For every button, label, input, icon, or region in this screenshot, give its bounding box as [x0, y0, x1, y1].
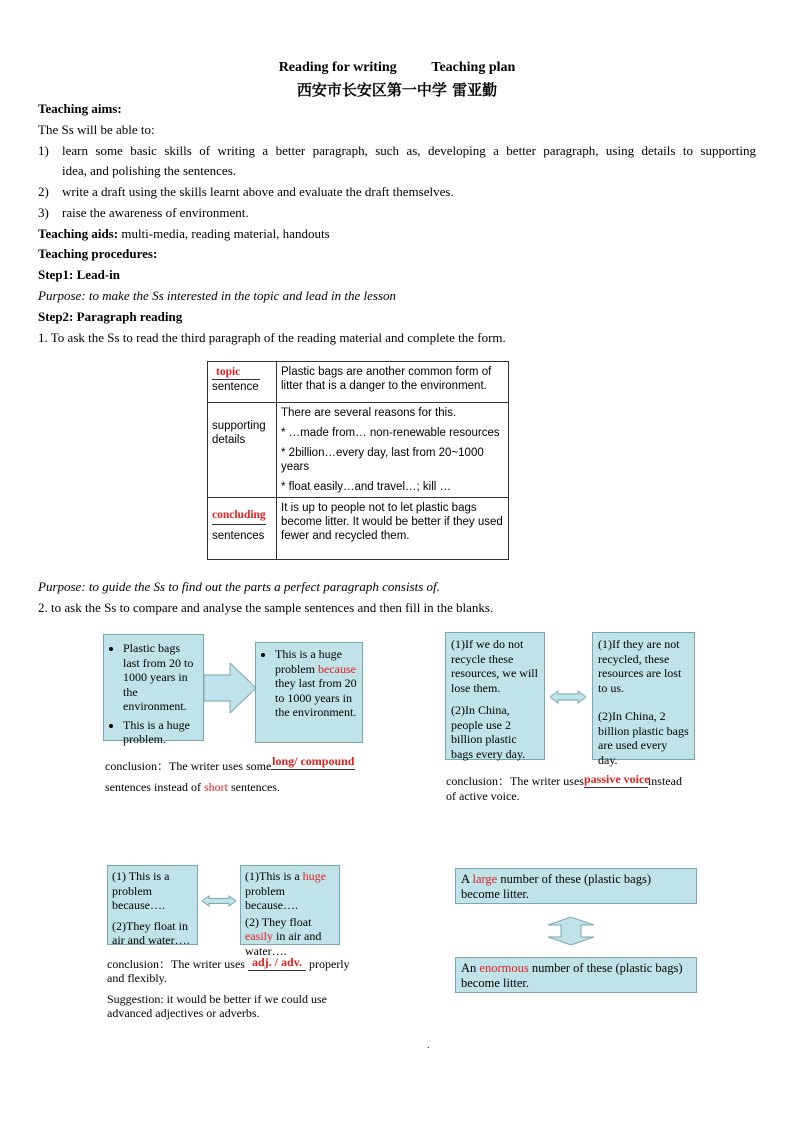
ex3-right-1	[245, 869, 335, 913]
ex3-right-2	[245, 915, 335, 959]
ex1-left-item: • Plastic bags last from 20 to 1000 years in the environment.	[123, 641, 198, 714]
concluding-label: sentences	[212, 530, 265, 542]
step2-purpose2: Purpose: to guide the Ss to find out the parts a perfect paragraph consists of.	[38, 579, 440, 594]
procedures-heading: Teaching procedures:	[38, 246, 158, 261]
aim-3-text: raise the awareness of environment.	[62, 205, 249, 220]
ex3-right-1-red: huge	[302, 869, 326, 883]
ex3-right-2-text-b: in air and water….	[245, 929, 322, 958]
ex1-right-item	[275, 647, 357, 720]
form-label-topic	[208, 362, 277, 403]
ex2-left-2: (2)In China, people use 2 billion plastic bags every day.	[451, 703, 526, 761]
ex3-right-box	[240, 865, 340, 958]
ex1-conc-fill: long/ compound	[272, 754, 355, 768]
aim-2-text: write a draft using the skills learnt above and evaluate the draft themselves.	[62, 184, 454, 199]
ex4-bottom-box	[455, 957, 697, 993]
ex2-conc-fill: passive voice	[583, 772, 650, 786]
ex4-bottom-text-b: number of these (plastic bags) become litter.	[461, 961, 683, 990]
step2-task2: 2. to ask the Ss to compare and analyse the sample sentences and then fill in the blanks.	[38, 600, 494, 615]
vertical-double-arrow-icon	[548, 917, 594, 945]
ex3-right-1-text-b: problem because….	[245, 883, 298, 912]
ex3-conc-text: conclusion：The writer uses	[107, 957, 248, 971]
paragraph-form	[207, 361, 509, 560]
ex3-conc-text-b: properly	[305, 957, 350, 971]
ex1-conclusion-cont	[105, 780, 280, 795]
topic-label: sentence	[212, 381, 259, 393]
aim-3-number: 3)	[38, 205, 49, 220]
ex1-right-text-b: they last from 20 to 1000 years in the environment.	[275, 676, 357, 719]
ex1-conc-text-b: sentences instead of	[105, 780, 204, 794]
aim-1-text: learn some basic skills of writing a better paragraph, such as, developing a better paragraph, using details to supporting	[62, 143, 756, 158]
detail-line: * …made from… non-renewable resources	[281, 427, 500, 439]
ex1-left-item: • This is a huge problem.	[123, 718, 198, 747]
topic-fill: topic	[212, 365, 260, 380]
form-text-topic: Plastic bags are another common form of litter that is a danger to the environment.	[277, 362, 509, 403]
ex1-conc-red: short	[203, 780, 228, 794]
ex2-right-1: (1)If they are not recycled, these resources are lost to us.	[598, 637, 682, 695]
form-label-concluding	[208, 498, 277, 560]
aids-label: Teaching aids:	[38, 226, 119, 241]
page-mark: .	[427, 1040, 430, 1051]
form-row-concluding	[208, 498, 509, 560]
aids-line	[38, 226, 756, 242]
document-title: Reading for writing Teaching plan	[278, 60, 516, 75]
ex1-left-box	[103, 634, 204, 746]
ex4-top-box	[455, 868, 697, 904]
double-arrow-icon	[202, 895, 236, 907]
ex3-right-2-text: (2) They float	[245, 914, 312, 929]
step2-heading: Step2: Paragraph reading	[38, 309, 183, 324]
ex1-right-text: This is a huge problem	[275, 647, 342, 676]
aim-1-text-cont: idea, and polishing the sentences.	[62, 163, 237, 178]
ex2-right-2: (2)In China, 2 billion plastic bags are used every day.	[598, 709, 689, 767]
ex1-conc-text: conclusion：The writer uses some	[105, 759, 272, 773]
ex4-bottom-text: An	[461, 961, 480, 975]
ex3-right-2-red: easily	[245, 929, 273, 943]
ex1-right-red: because	[318, 661, 356, 676]
ex3-right-1-text: (1)This is a	[245, 869, 303, 883]
detail-line: * float easily…and travel…; kill …	[281, 481, 452, 493]
ex2-conclusion-cont: of active voice.	[446, 789, 520, 803]
aim-1-number: 1)	[38, 143, 49, 158]
double-arrow-icon	[550, 690, 586, 704]
ex1-conclusion	[105, 754, 355, 775]
ex1-arrow-icon	[204, 663, 256, 713]
concluding-fill: concluding	[212, 508, 266, 525]
ex3-conc-fill: adj. / adv.	[248, 955, 306, 971]
aim-2-number: 2)	[38, 184, 49, 199]
form-row-topic	[208, 362, 509, 403]
aids-text: multi-media, reading material, handouts	[118, 226, 330, 241]
author-line: 西安市长安区第一中学 雷亚勤	[296, 81, 498, 99]
form-text-details	[277, 403, 509, 498]
form-row-details	[208, 403, 509, 498]
step1-purpose: Purpose: to make the Ss interested in the topic and lead in the lesson	[38, 288, 397, 303]
ex3-conclusion-cont: and flexibly.	[107, 971, 167, 985]
step1-heading: Step1: Lead-in	[38, 267, 120, 282]
step2-task1: 1. To ask the Ss to read the third paragraph of the reading material and complete the form.	[38, 330, 506, 345]
ex1-right-box	[255, 642, 363, 743]
ex2-conclusion	[446, 774, 682, 790]
ex2-right-box	[592, 632, 695, 767]
ex2-left-box	[445, 632, 545, 760]
detail-line: There are several reasons for this.	[281, 407, 457, 419]
ex2-conc-text: conclusion：The writer uses	[446, 774, 584, 788]
ex3-suggestion-cont: advanced adjectives or adverbs.	[107, 1006, 260, 1020]
ex3-left-1: (1) This is a problem because….	[112, 869, 170, 912]
form-label-details: supporting details	[208, 403, 277, 498]
ex4-top-text-b: number of these (plastic bags) become litter.	[461, 872, 652, 901]
ex4-bottom-red: enormous	[479, 961, 529, 975]
ex4-top-red: large	[472, 872, 498, 886]
ex2-conc-text-b: instead	[647, 774, 682, 788]
ex3-left-box	[107, 865, 198, 945]
ex3-suggestion: Suggestion: it would be better if we could use	[107, 992, 327, 1006]
detail-line: * 2billion…every day, last from 20~1000 years	[281, 447, 484, 473]
form-text-concluding: It is up to people not to let plastic bags become litter. It would be better if they used fewer and recycled them.	[277, 498, 509, 560]
ex2-left-1: (1)If we do not recycle these resources, we will lose them.	[451, 637, 538, 695]
ex4-top-text: A	[461, 872, 473, 886]
ex3-left-2: (2)They float in air and water….	[112, 918, 190, 947]
ex1-conc-text-c: sentences.	[227, 780, 280, 794]
aims-heading: Teaching aims:	[38, 101, 122, 116]
aims-intro: The Ss will be able to:	[38, 122, 155, 137]
